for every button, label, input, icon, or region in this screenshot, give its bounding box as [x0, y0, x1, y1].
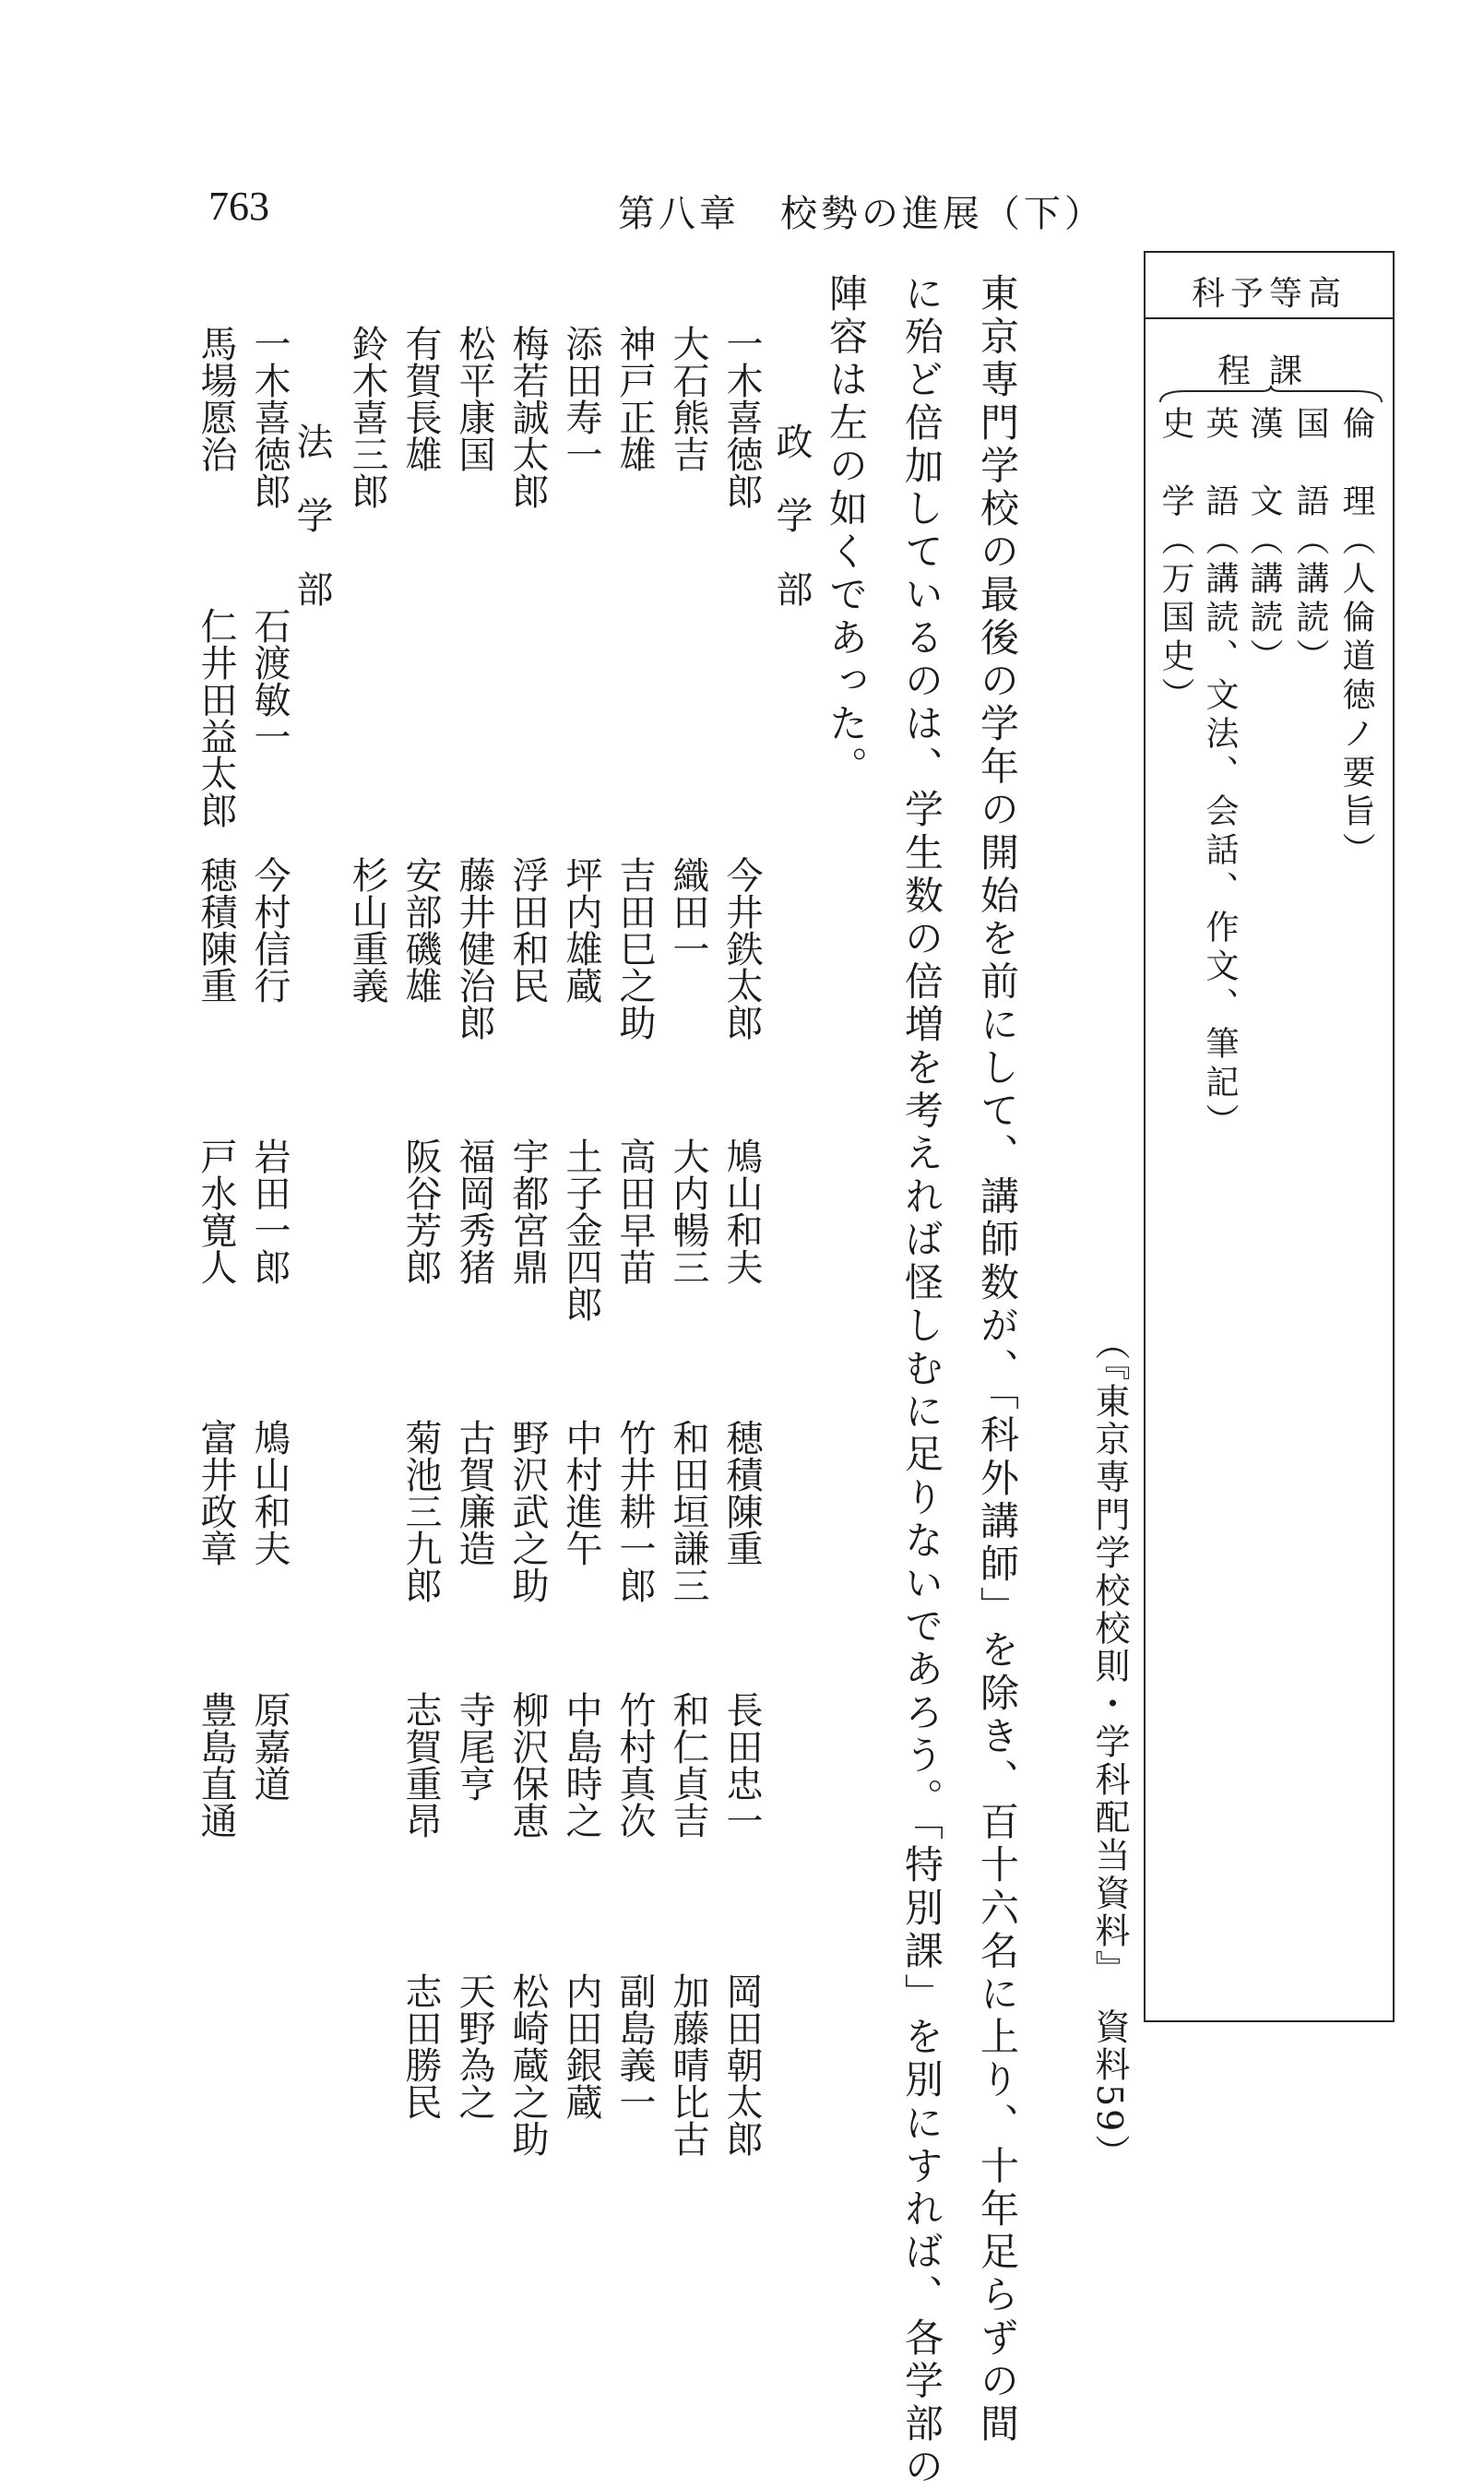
paragraph-line: 陣容は左の如くであった。 — [824, 273, 869, 790]
faculty-name: 原嘉道 — [248, 1691, 291, 1802]
faculty-name: 豊島直通 — [195, 1691, 237, 1839]
faculty-name: 阪谷芳郎 — [399, 1137, 442, 1285]
page-number: 763 — [208, 184, 269, 229]
faculty-name: 藤井健治郎 — [453, 856, 495, 1041]
subject-item: 倫 理（人倫道徳ノ要旨） — [1337, 406, 1375, 871]
faculty-name: 一木喜徳郎 — [720, 325, 763, 509]
faculty-name: 今井鉄太郎 — [720, 856, 763, 1041]
faculty-name: 福岡秀猪 — [453, 1137, 495, 1285]
faculty-name: 戸水寛人 — [195, 1137, 237, 1285]
faculty-name: 鳩山和夫 — [720, 1137, 763, 1285]
faculty-name: 野沢武之助 — [506, 1419, 549, 1603]
faculty-name: 高田早苗 — [613, 1137, 656, 1285]
faculty-name: 大石熊吉 — [667, 325, 709, 472]
faculty-name: 穂積陳重 — [720, 1419, 763, 1566]
faculty-name: 吉田巳之助 — [613, 856, 656, 1041]
faculty-name: 有賀長雄 — [399, 325, 442, 472]
faculty-name: 岩田一郎 — [248, 1137, 291, 1285]
subject-item: 国 語（講読） — [1291, 406, 1329, 677]
faculty-name: 加藤晴比古 — [667, 1972, 709, 2157]
faculty-name: 大内暢三 — [667, 1137, 709, 1285]
faculty-name: 寺尾亨 — [453, 1691, 495, 1802]
faculty-name: 土子金四郎 — [560, 1137, 602, 1322]
faculty-name: 竹村真次 — [613, 1691, 656, 1839]
faculty-name: 安部磯雄 — [399, 856, 442, 1004]
faculty-name: 一木喜徳郎 — [248, 325, 291, 509]
subject-item: 漢 文（講読） — [1245, 406, 1283, 677]
faculty-name: 和田垣謙三 — [667, 1419, 709, 1603]
faculty-name: 穂積陳重 — [195, 856, 237, 1004]
faculty-name: 鳩山和夫 — [248, 1419, 291, 1566]
faculty-name: 菊池三九郎 — [399, 1419, 442, 1603]
faculty-name: 志田勝民 — [399, 1972, 442, 2120]
paragraph-line: に殆ど倍加しているのは、学生数の倍増を考えれば怪しむに足りないであろう。「特別課」を別にすれば、各学部の — [899, 273, 944, 2489]
faculty-name: 仁井田益太郎 — [195, 607, 237, 828]
faculty-name: 中村進午 — [560, 1419, 602, 1566]
subject-item: 史 学（万国史） — [1157, 406, 1194, 716]
faculty-name: 内田銀蔵 — [560, 1972, 602, 2120]
box-subtitle: 程課 — [1217, 352, 1321, 390]
running-head: 第八章 校勢の進展（下） — [618, 193, 1105, 235]
faculty-name: 富井政章 — [195, 1419, 237, 1566]
faculty-name: 和仁貞吉 — [667, 1691, 709, 1839]
faculty-name: 今村信行 — [248, 856, 291, 1004]
faculty-name: 柳沢保恵 — [506, 1691, 549, 1839]
faculty-name: 鈴木喜三郎 — [346, 325, 388, 509]
paragraph-line: 東京専門学校の最後の学年の開始を前にして、講師数が、「科外講師」を除き、百十六名に上り、十年足らずの間 — [975, 273, 1020, 2447]
faculty-name: 織田一 — [667, 856, 709, 967]
faculty-name: 古賀廉造 — [453, 1419, 495, 1566]
faculty-name: 宇都宮鼎 — [506, 1137, 549, 1285]
faculty-name: 浮田和民 — [506, 856, 549, 1004]
faculty-name: 岡田朝太郎 — [720, 1972, 763, 2157]
faculty-name: 梅若誠太郎 — [506, 325, 549, 509]
faculty-name: 副島義一 — [613, 1972, 656, 2120]
box-title: 科予等高 — [1191, 275, 1347, 313]
section-heading-seigaku: 政学部 — [770, 423, 813, 644]
faculty-name: 竹井耕一郎 — [613, 1419, 656, 1603]
faculty-name: 志賀重昂 — [399, 1691, 442, 1839]
faculty-name: 添田寿一 — [560, 325, 602, 472]
source-citation: （『東京専門学校校則・学科配当資料』 資料59） — [1089, 1325, 1130, 2173]
faculty-name: 坪内雄蔵 — [560, 856, 602, 1004]
faculty-name: 長田忠一 — [720, 1691, 763, 1839]
faculty-name: 神戸正雄 — [613, 325, 656, 472]
faculty-name: 杉山重義 — [346, 856, 388, 1004]
section-heading-hogaku: 法学部 — [291, 423, 333, 644]
faculty-name: 石渡敏一 — [248, 607, 291, 755]
faculty-name: 馬場愿治 — [195, 325, 237, 472]
faculty-name: 松崎蔵之助 — [506, 1972, 549, 2157]
faculty-name: 中島時之 — [560, 1691, 602, 1839]
faculty-name: 天野為之 — [453, 1972, 495, 2120]
subject-item: 英 語（講読、文法、会話、作文、筆記） — [1201, 406, 1239, 1142]
faculty-name: 松平康国 — [453, 325, 495, 472]
